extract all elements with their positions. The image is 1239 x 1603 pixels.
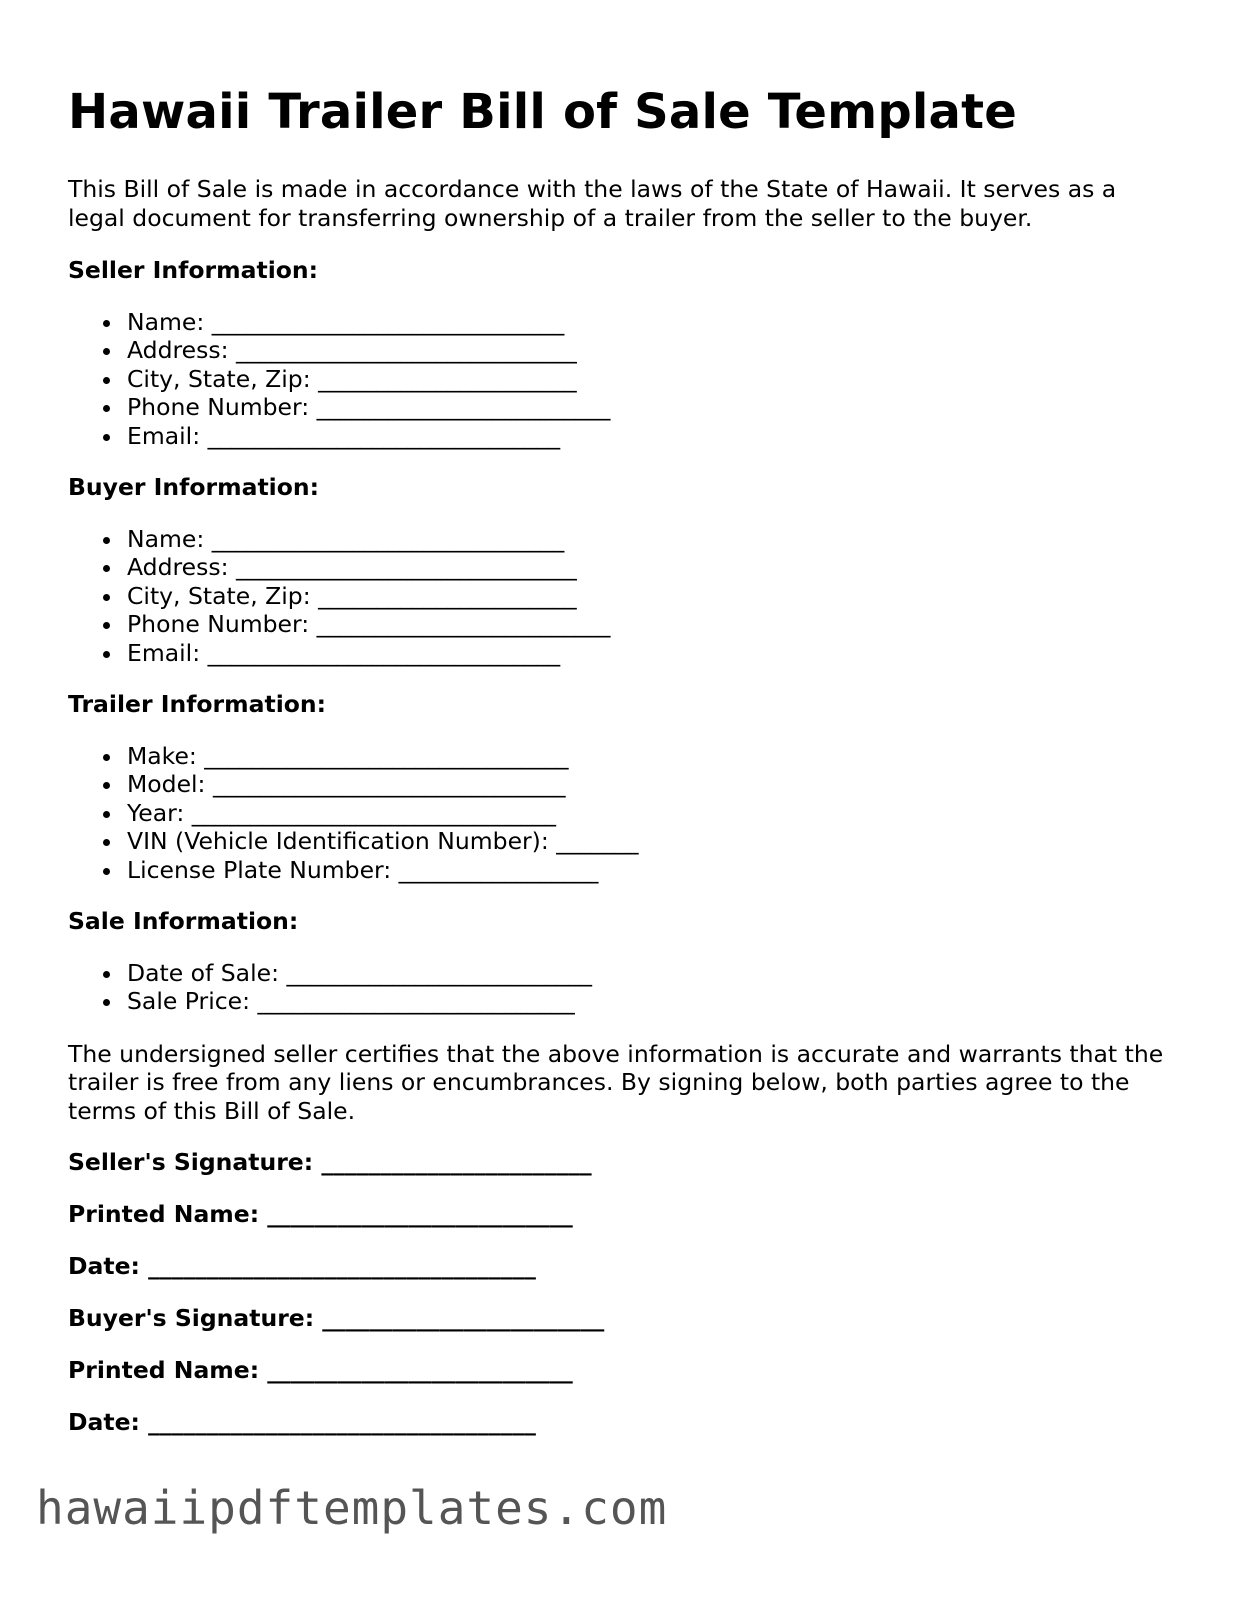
sale-date-field: Date of Sale: __________________________ bbox=[127, 959, 592, 987]
sale-price-field: Sale Price: ___________________________ bbox=[127, 987, 592, 1015]
seller-address-field: Address: _____________________________ bbox=[127, 336, 610, 364]
trailer-vin-field: VIN (Vehicle Identification Number): _______ bbox=[127, 827, 639, 856]
trailer-year-field: Year: _______________________________ bbox=[127, 799, 639, 827]
seller-email-field: Email: ______________________________ bbox=[127, 422, 610, 450]
seller-section-heading: Seller Information: bbox=[68, 256, 319, 284]
certification-paragraph: The undersigned seller certifies that the above information is accurate and warrants that the trailer is free from any liens or encumbrances. By signing below, both parties agree to the terms of this Bill of Sale. bbox=[68, 1040, 1164, 1125]
intro-paragraph: This Bill of Sale is made in accordance with the laws of the State of Hawaii. It serves as a legal document for transferring ownership of a trailer from the seller to the buyer. bbox=[68, 175, 1117, 232]
page-title: Hawaii Trailer Bill of Sale Template bbox=[68, 84, 1018, 140]
sale-section-heading: Sale Information: bbox=[68, 907, 299, 935]
buyer-phone-field: Phone Number: _________________________ bbox=[127, 610, 611, 639]
trailer-fields-list bbox=[68, 742, 639, 884]
seller-city-state-zip-field: City, State, Zip: ______________________ bbox=[127, 365, 610, 393]
seller-date-line: Date: _________________________________ bbox=[68, 1252, 536, 1280]
buyer-email-field: Email: ______________________________ bbox=[127, 639, 610, 667]
seller-phone-field: Phone Number: _________________________ bbox=[127, 393, 611, 422]
seller-printed-name-line: Printed Name: __________________________ bbox=[68, 1200, 573, 1228]
buyer-printed-name-line: Printed Name: __________________________ bbox=[68, 1356, 573, 1384]
buyer-fields-list bbox=[68, 525, 610, 667]
trailer-make-field: Make: _______________________________ bbox=[127, 742, 639, 770]
buyer-address-field: Address: _____________________________ bbox=[127, 553, 610, 581]
buyer-section-heading: Buyer Information: bbox=[68, 473, 320, 501]
seller-fields-list bbox=[68, 308, 610, 450]
trailer-model-field: Model: ______________________________ bbox=[127, 770, 639, 798]
buyer-city-state-zip-field: City, State, Zip: ______________________ bbox=[127, 582, 610, 610]
buyer-name-field: Name: ______________________________ bbox=[127, 525, 610, 553]
buyer-signature-line: Buyer's Signature: ________________________ bbox=[68, 1304, 605, 1332]
trailer-license-plate-field: License Plate Number: _________________ bbox=[127, 856, 639, 884]
site-watermark: hawaiipdftemplates.com bbox=[36, 1481, 668, 1535]
seller-name-field: Name: ______________________________ bbox=[127, 308, 610, 336]
sale-fields-list bbox=[68, 959, 592, 1016]
buyer-date-line: Date: _________________________________ bbox=[68, 1408, 536, 1436]
trailer-section-heading: Trailer Information: bbox=[68, 690, 327, 718]
seller-signature-line: Seller's Signature: _______________________ bbox=[68, 1148, 592, 1176]
